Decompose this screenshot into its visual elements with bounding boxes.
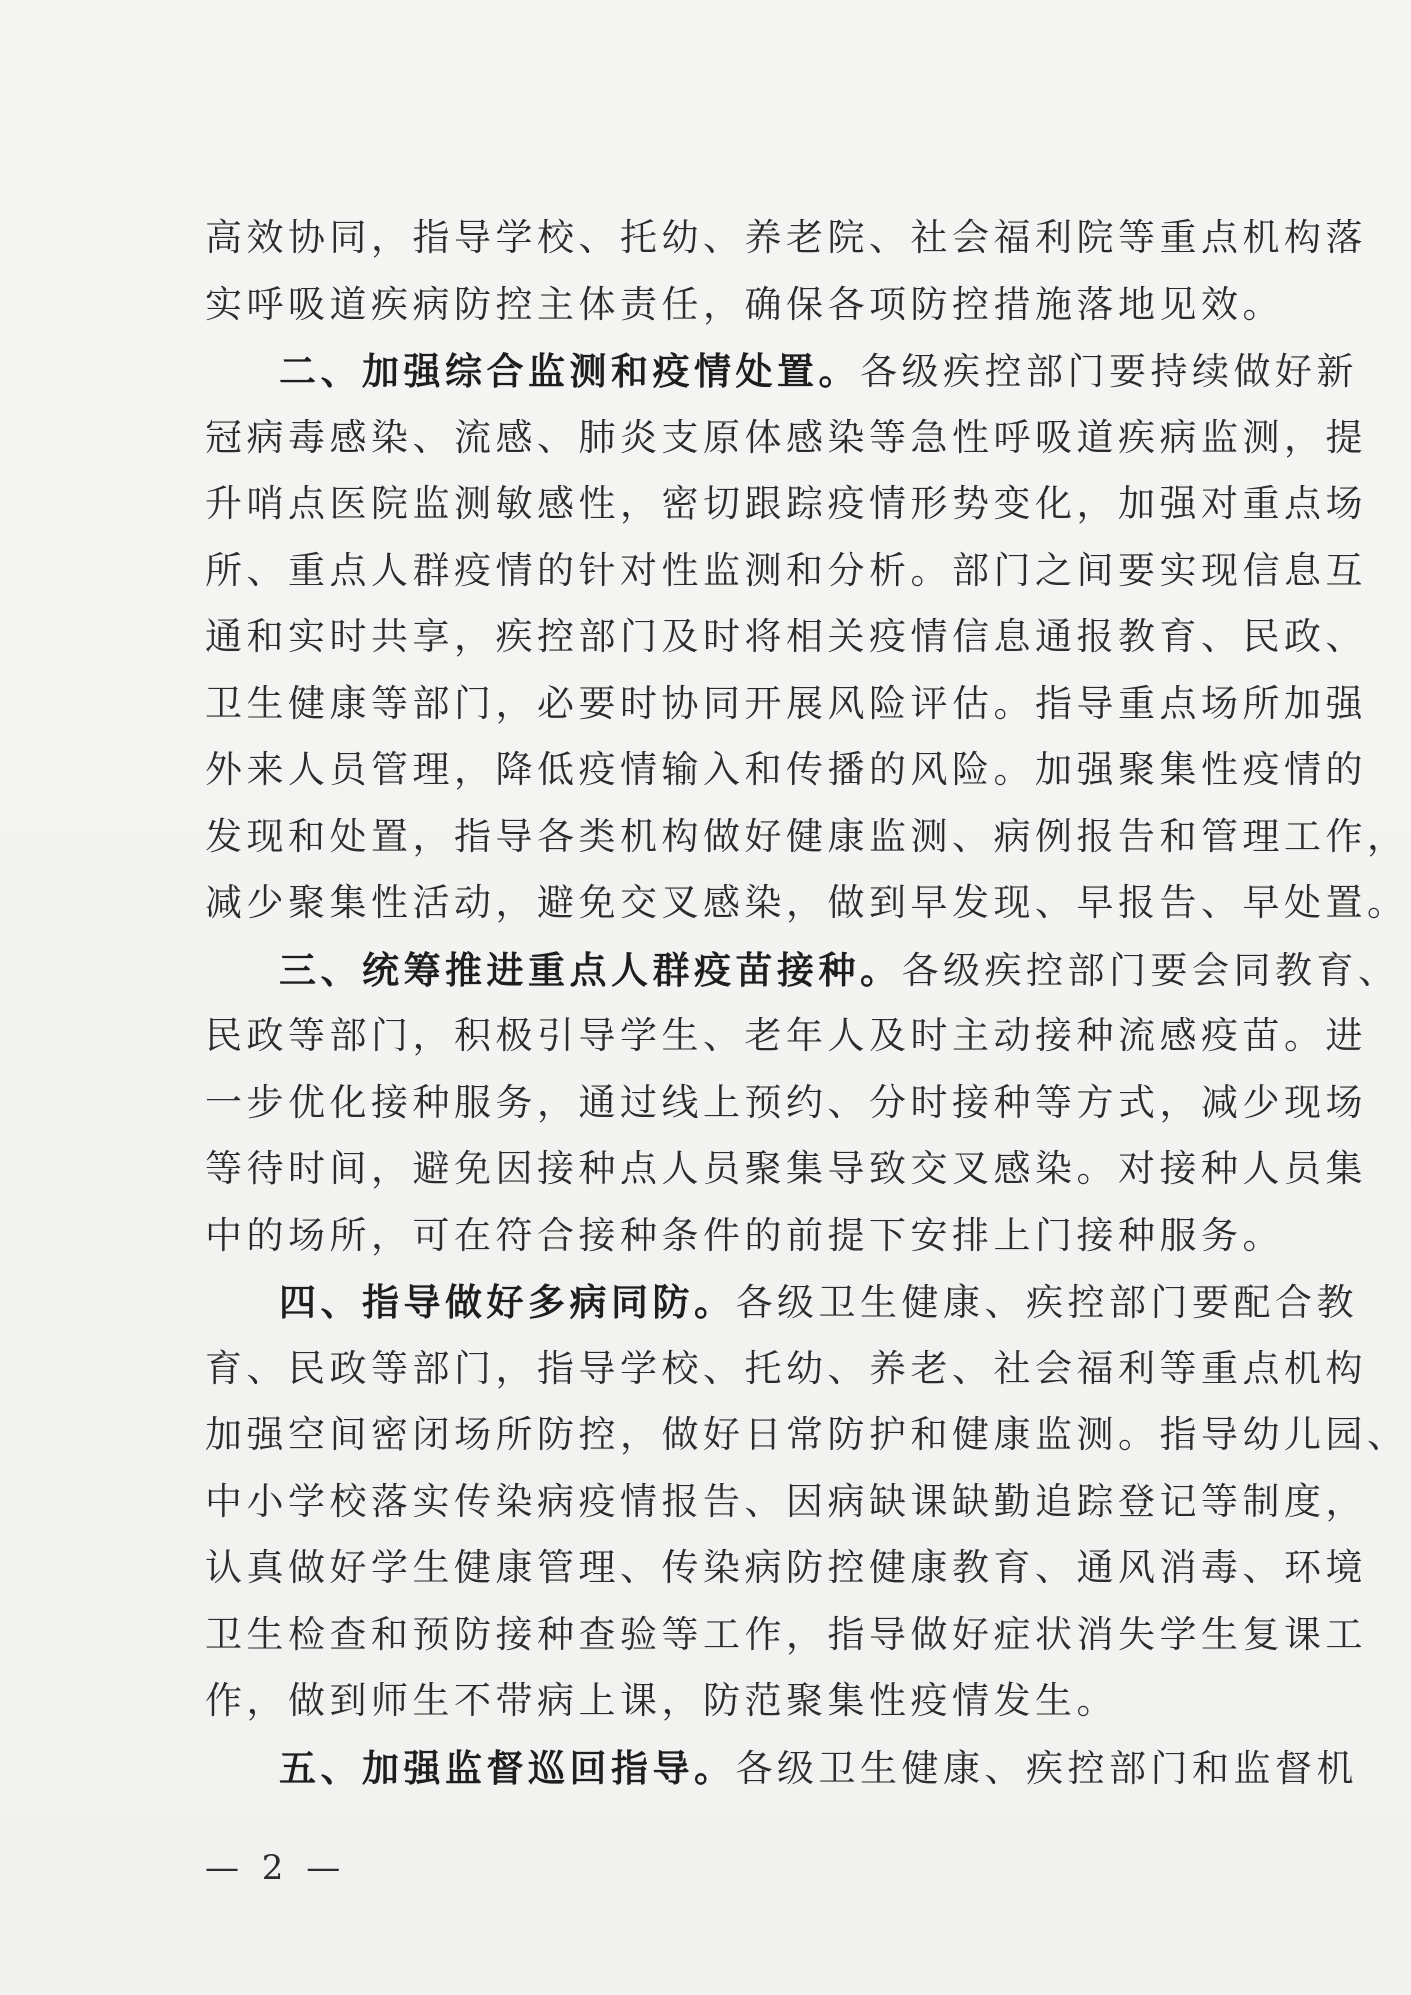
body-line: 卫生健康等部门，必要时协同开展风险评估。指导重点场所加强 (205, 681, 1367, 725)
body-line: 外来人员管理，降低疫情输入和传播的风险。加强聚集性疫情的 (205, 748, 1367, 791)
section-3-heading-line: 三、统筹推进重点人群疫苗接种。各级疾控部门要会同教育、 (279, 947, 1400, 992)
body-line: 所、重点人群疫情的针对性监测和分析。部门之间要实现信息互 (205, 548, 1367, 592)
section-2-heading-line: 二、加强综合监测和疫情处置。各级疾控部门要持续做好新 (279, 349, 1358, 393)
body-line: 减少聚集性活动，避免交叉感染，做到早发现、早报告、早处置。 (205, 881, 1409, 924)
section-heading: 五、加强监督巡回指导。 (279, 1745, 736, 1790)
body-line: 中小学校落实传染病疫情报告、因病缺课缺勤追踪登记等制度， (205, 1479, 1367, 1523)
body-line: 升哨点医院监测敏感性，密切跟踪疫情形势变化，加强对重点场 (205, 482, 1367, 525)
section-heading: 二、加强综合监测和疫情处置。 (279, 349, 860, 393)
section-4-heading-line: 四、指导做好多病同防。各级卫生健康、疾控部门要配合教 (279, 1280, 1358, 1324)
body-line: 卫生检查和预防接种查验等工作，指导做好症状消失学生复课工 (205, 1612, 1367, 1656)
body-line: 民政等部门，积极引导学生、老年人及时主动接种流感疫苗。进 (205, 1014, 1367, 1057)
body-line: 实呼吸道疾病防控主体责任，确保各项防控措施落地见效。 (205, 282, 1284, 326)
body-line: 育、民政等部门，指导学校、托幼、养老、社会福利等重点机构 (205, 1346, 1367, 1390)
page-number: — 2 — (205, 1848, 347, 1888)
body-line: 通和实时共享，疾控部门及时将相关疫情信息通报教育、民政、 (205, 615, 1367, 658)
body-line: 高效协同，指导学校、托幼、养老院、社会福利院等重点机构落 (205, 216, 1367, 259)
body-line: 冠病毒感染、流感、肺炎支原体感染等急性呼吸道疾病监测，提 (205, 415, 1367, 459)
document-body (205, 205, 1409, 1801)
body-line: 认真做好学生健康管理、传染病防控健康教育、通风消毒、环境 (205, 1546, 1367, 1589)
body-line: 作，做到师生不带病上课，防范聚集性疫情发生。 (205, 1679, 1118, 1722)
section-heading: 三、统筹推进重点人群疫苗接种。 (279, 947, 902, 992)
body-line: 中的场所，可在符合接种条件的前提下安排上门接种服务。 (205, 1213, 1284, 1257)
section-5-heading-line: 五、加强监督巡回指导。各级卫生健康、疾控部门和监督机 (279, 1745, 1358, 1790)
body-line: 一步优化接种服务，通过线上预约、分时接种等方式，减少现场 (205, 1080, 1367, 1124)
body-line: 等待时间，避免因接种点人员聚集导致交叉感染。对接种人员集 (205, 1147, 1367, 1190)
body-line: 发现和处置，指导各类机构做好健康监测、病例报告和管理工作， (205, 814, 1409, 858)
section-heading: 四、指导做好多病同防。 (279, 1280, 736, 1324)
body-line: 加强空间密闭场所防控，做好日常防护和健康监测。指导幼儿园、 (205, 1413, 1409, 1456)
